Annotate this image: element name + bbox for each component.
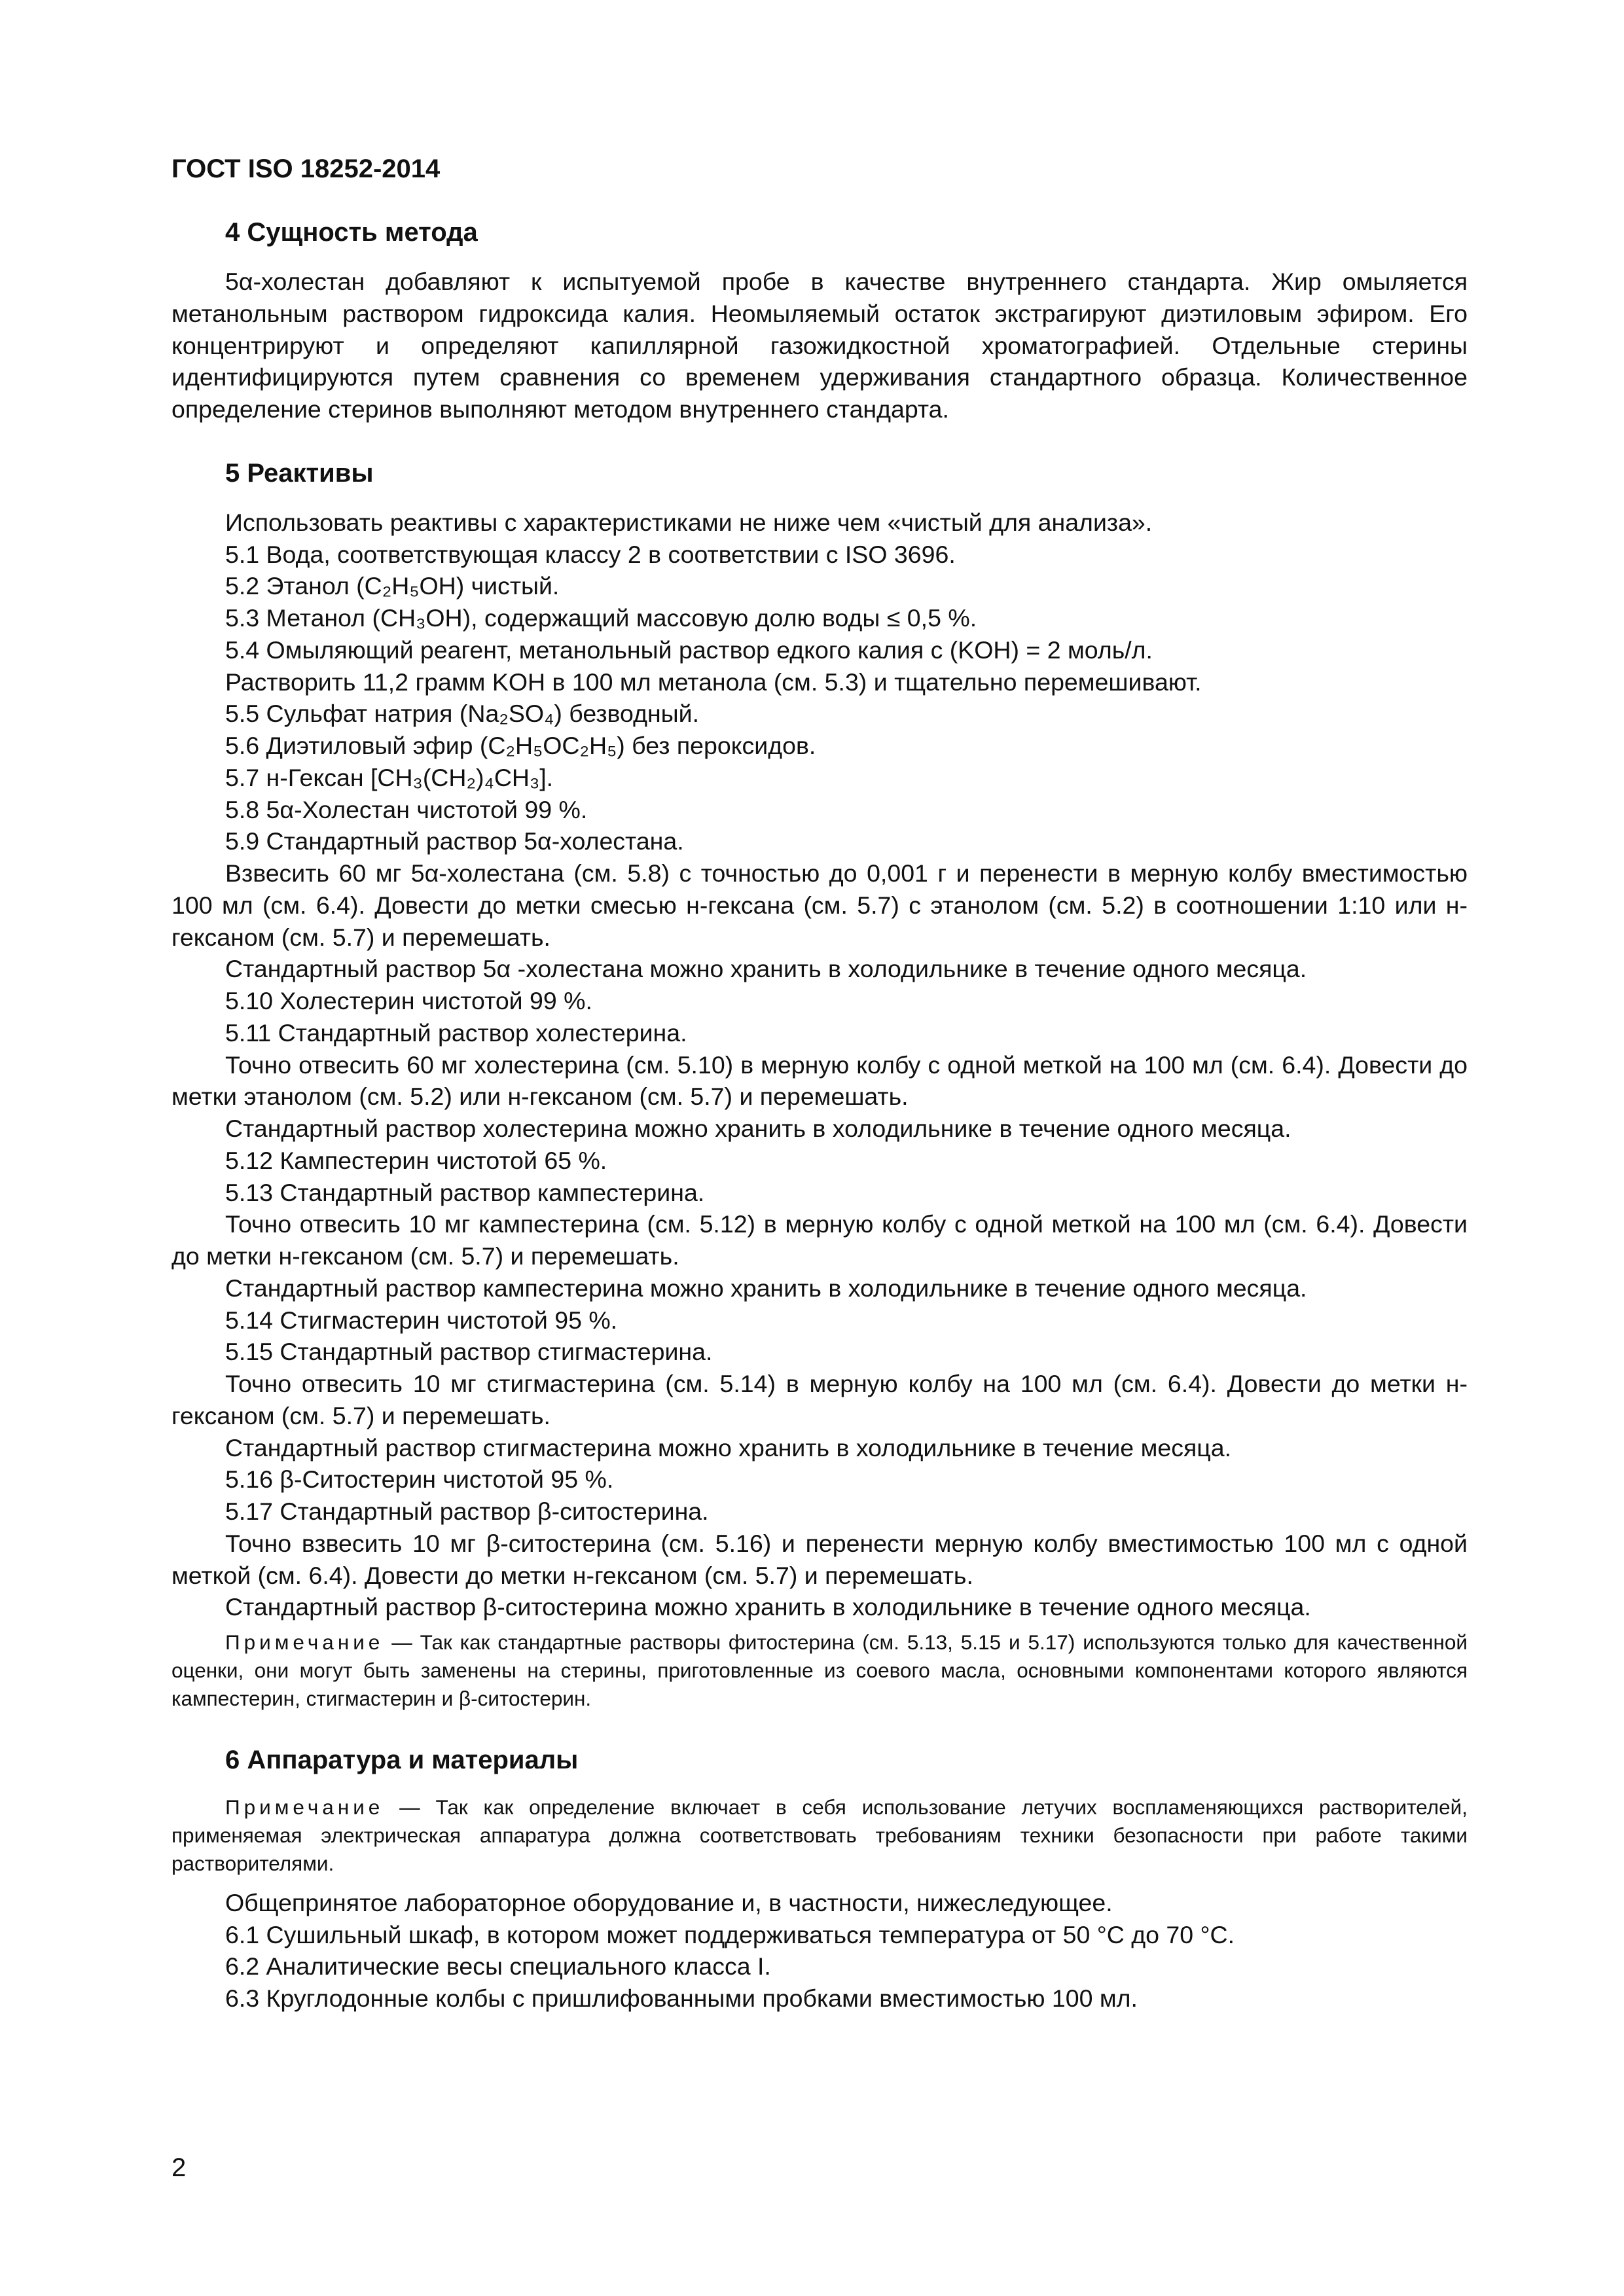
item-5-13: 5.13 Стандартный раствор кампестерина.	[225, 1178, 705, 1206]
item-5-3: 5.3 Метанол (CH₃OH), содержащий массовую долю воды ≤ 0,5 %.	[225, 604, 977, 632]
item-5-15-text: Точно отвесить 10 мг стигмастерина (см. 5.14) в мерную колбу на 100 мл (см. 6.4). Довести до метки н-гексаном (см. 5.7) и перемешать.	[171, 1370, 1468, 1429]
item-5-4: 5.4 Омыляющий реагент, метанольный раствор едкого калия с (KOH) = 2 моль/л.	[225, 636, 1153, 664]
item-5-12: 5.12 Кампестерин чистотой 65 %.	[225, 1146, 607, 1174]
item-5-17: 5.17 Стандартный раствор β-ситостерина.	[225, 1498, 709, 1525]
item-5-8: 5.8 5α-Холестан чистотой 99 %.	[225, 795, 588, 823]
note-label: Примечание	[225, 1795, 384, 1820]
note-label: Примечание	[225, 1630, 384, 1654]
section-5-title: 5 Реактивы	[225, 458, 374, 488]
page-content	[171, 216, 1468, 2046]
item-5-10: 5.10 Холестерин чистотой 99 %.	[225, 987, 592, 1014]
section-5	[171, 457, 1468, 1713]
item-5-14: 5.14 Стигмастерин чистотой 95 %.	[225, 1306, 618, 1334]
item-5-9-text: Взвесить 60 мг 5α-холестана (см. 5.8) с точностью до 0,001 г и перенести в мерную колбу вместимостью 100 мл (см. 6.4). Довести до метки смесью н-гексана (см. 5.7) с этанолом (см. 5.2) в соотношении 1:10 или н-гексаном (см. 5.7) и перемешать.	[171, 859, 1468, 951]
item-5-11-text: Точно отвесить 60 мг холестерина (см. 5.10) в мерную колбу с одной меткой на 100 мл (см. 6.4). Довести до метки этанолом (см. 5.2) или н-гексаном (см. 5.7) и перемешать.	[171, 1050, 1468, 1111]
note-text: — Так как определение включает в себя использование летучих воспламеняющихся растворителей, применяемая электрическая аппаратура должна соответствовать требованиям техники безопасности при работе такими растворителями.	[171, 1795, 1468, 1876]
item-5-2: 5.2 Этанол (C₂H₅OH) чистый.	[225, 572, 560, 600]
item-5-6: 5.6 Диэтиловый эфир (C₂H₅OC₂H₅) без пероксидов.	[225, 732, 816, 759]
section-4-title: 4 Сущность метода	[225, 218, 478, 247]
item-5-11: 5.11 Стандартный раствор холестерина.	[225, 1018, 687, 1047]
item-5-15-storage: Стандартный раствор стигмастерина можно хранить в холодильнике в течение месяца.	[225, 1433, 1232, 1462]
document-code: ГОСТ ISO 18252-2014	[171, 154, 441, 183]
item-5-7: 5.7 н-Гексан [CH₃(CH₂)₄CH₃].	[225, 763, 554, 791]
item-5-5: 5.5 Сульфат натрия (Na₂SO₄) безводный.	[225, 700, 699, 728]
item-5-13-text: Точно отвесить 10 мг кампестерина (см. 5.12) в мерную колбу с одной меткой на 100 мл (см. 6.4). Довести до метки н-гексаном (см. 5.7) и перемешать.	[171, 1210, 1468, 1270]
section-4	[171, 216, 1468, 425]
section-6-title: 6 Аппаратура и материалы	[225, 1746, 579, 1775]
section-6	[171, 1744, 1468, 2014]
item-5-9-storage: Стандартный раствор 5α -холестана можно хранить в холодильнике в течение одного месяца.	[225, 955, 1307, 983]
item-5-9: 5.9 Стандартный раствор 5α-холестана.	[225, 827, 684, 855]
item-5-15: 5.15 Стандартный раствор стигмастерина.	[225, 1338, 713, 1366]
item-5-16: 5.16 β-Ситостерин чистотой 95 %.	[225, 1465, 614, 1494]
item-5-1: 5.1 Вода, соответствующая классу 2 в соответствии с ISO 3696.	[225, 540, 956, 568]
section-5-note	[171, 1628, 1468, 1712]
item-5-11-storage: Стандартный раствор холестерина можно хранить в холодильнике в течение одного месяца.	[225, 1115, 1291, 1142]
item-5-13-storage: Стандартный раствор кампестерина можно хранить в холодильнике в течение одного месяца.	[225, 1274, 1307, 1302]
note-text: — Так как стандартные растворы фитостерина (см. 5.13, 5.15 и 5.17) используются только для качественной оценки, они могут быть заменены на стерины, приготовленные из соевого масла, основными компонентами которого являются кампестерин, стигмастерин и β-ситостерин.	[171, 1630, 1468, 1710]
item-5-17-text: Точно взвесить 10 мг β-ситостерина (см. 5.16) и перенести мерную колбу вместимостью 100 мл с одной меткой (см. 6.4). Довести до метки н-гексаном (см. 5.7) и перемешать.	[171, 1529, 1468, 1589]
item-5-4-text: Растворить 11,2 грамм KOH в 100 мл метанола (см. 5.3) и тщательно перемешивают.	[225, 668, 1202, 696]
item-6-3: 6.3 Круглодонные колбы с пришлифованными пробками вместимостью 100 мл.	[225, 1984, 1138, 2013]
equipment-intro: Общепринятое лабораторное оборудование и, в частности, нижеследующее.	[225, 1888, 1113, 1916]
item-6-2: 6.2 Аналитические весы специального класса I.	[225, 1952, 771, 1981]
section-4-body: 5α-холестан добавляют к испытуемой пробе в качестве внутреннего стандарта. Жир омыляется метанольным раствором гидроксида калия. Неомыляемый остаток экстрагируют диэтиловым эфиром. Его концентрируют и определяют капиллярной газожидкостной хроматографией. Отдельные стерины идентифицируются путем сравнения со временем удерживания стандартного образца. Количественное определение стеринов выполняют методом внутреннего стандарта.	[171, 268, 1468, 423]
item-6-1: 6.1 Сушильный шкаф, в котором может поддерживаться температура от 50 °С до 70 °С.	[225, 1920, 1235, 1948]
page-number: 2	[171, 2153, 187, 2182]
section-6-note	[171, 1793, 1468, 1877]
item-5-17-storage: Стандартный раствор β-ситостерина можно хранить в холодильнике в течение одного месяца.	[225, 1593, 1311, 1621]
reagents-intro: Использовать реактивы с характеристиками не ниже чем «чистый для анализа».	[225, 508, 1153, 536]
